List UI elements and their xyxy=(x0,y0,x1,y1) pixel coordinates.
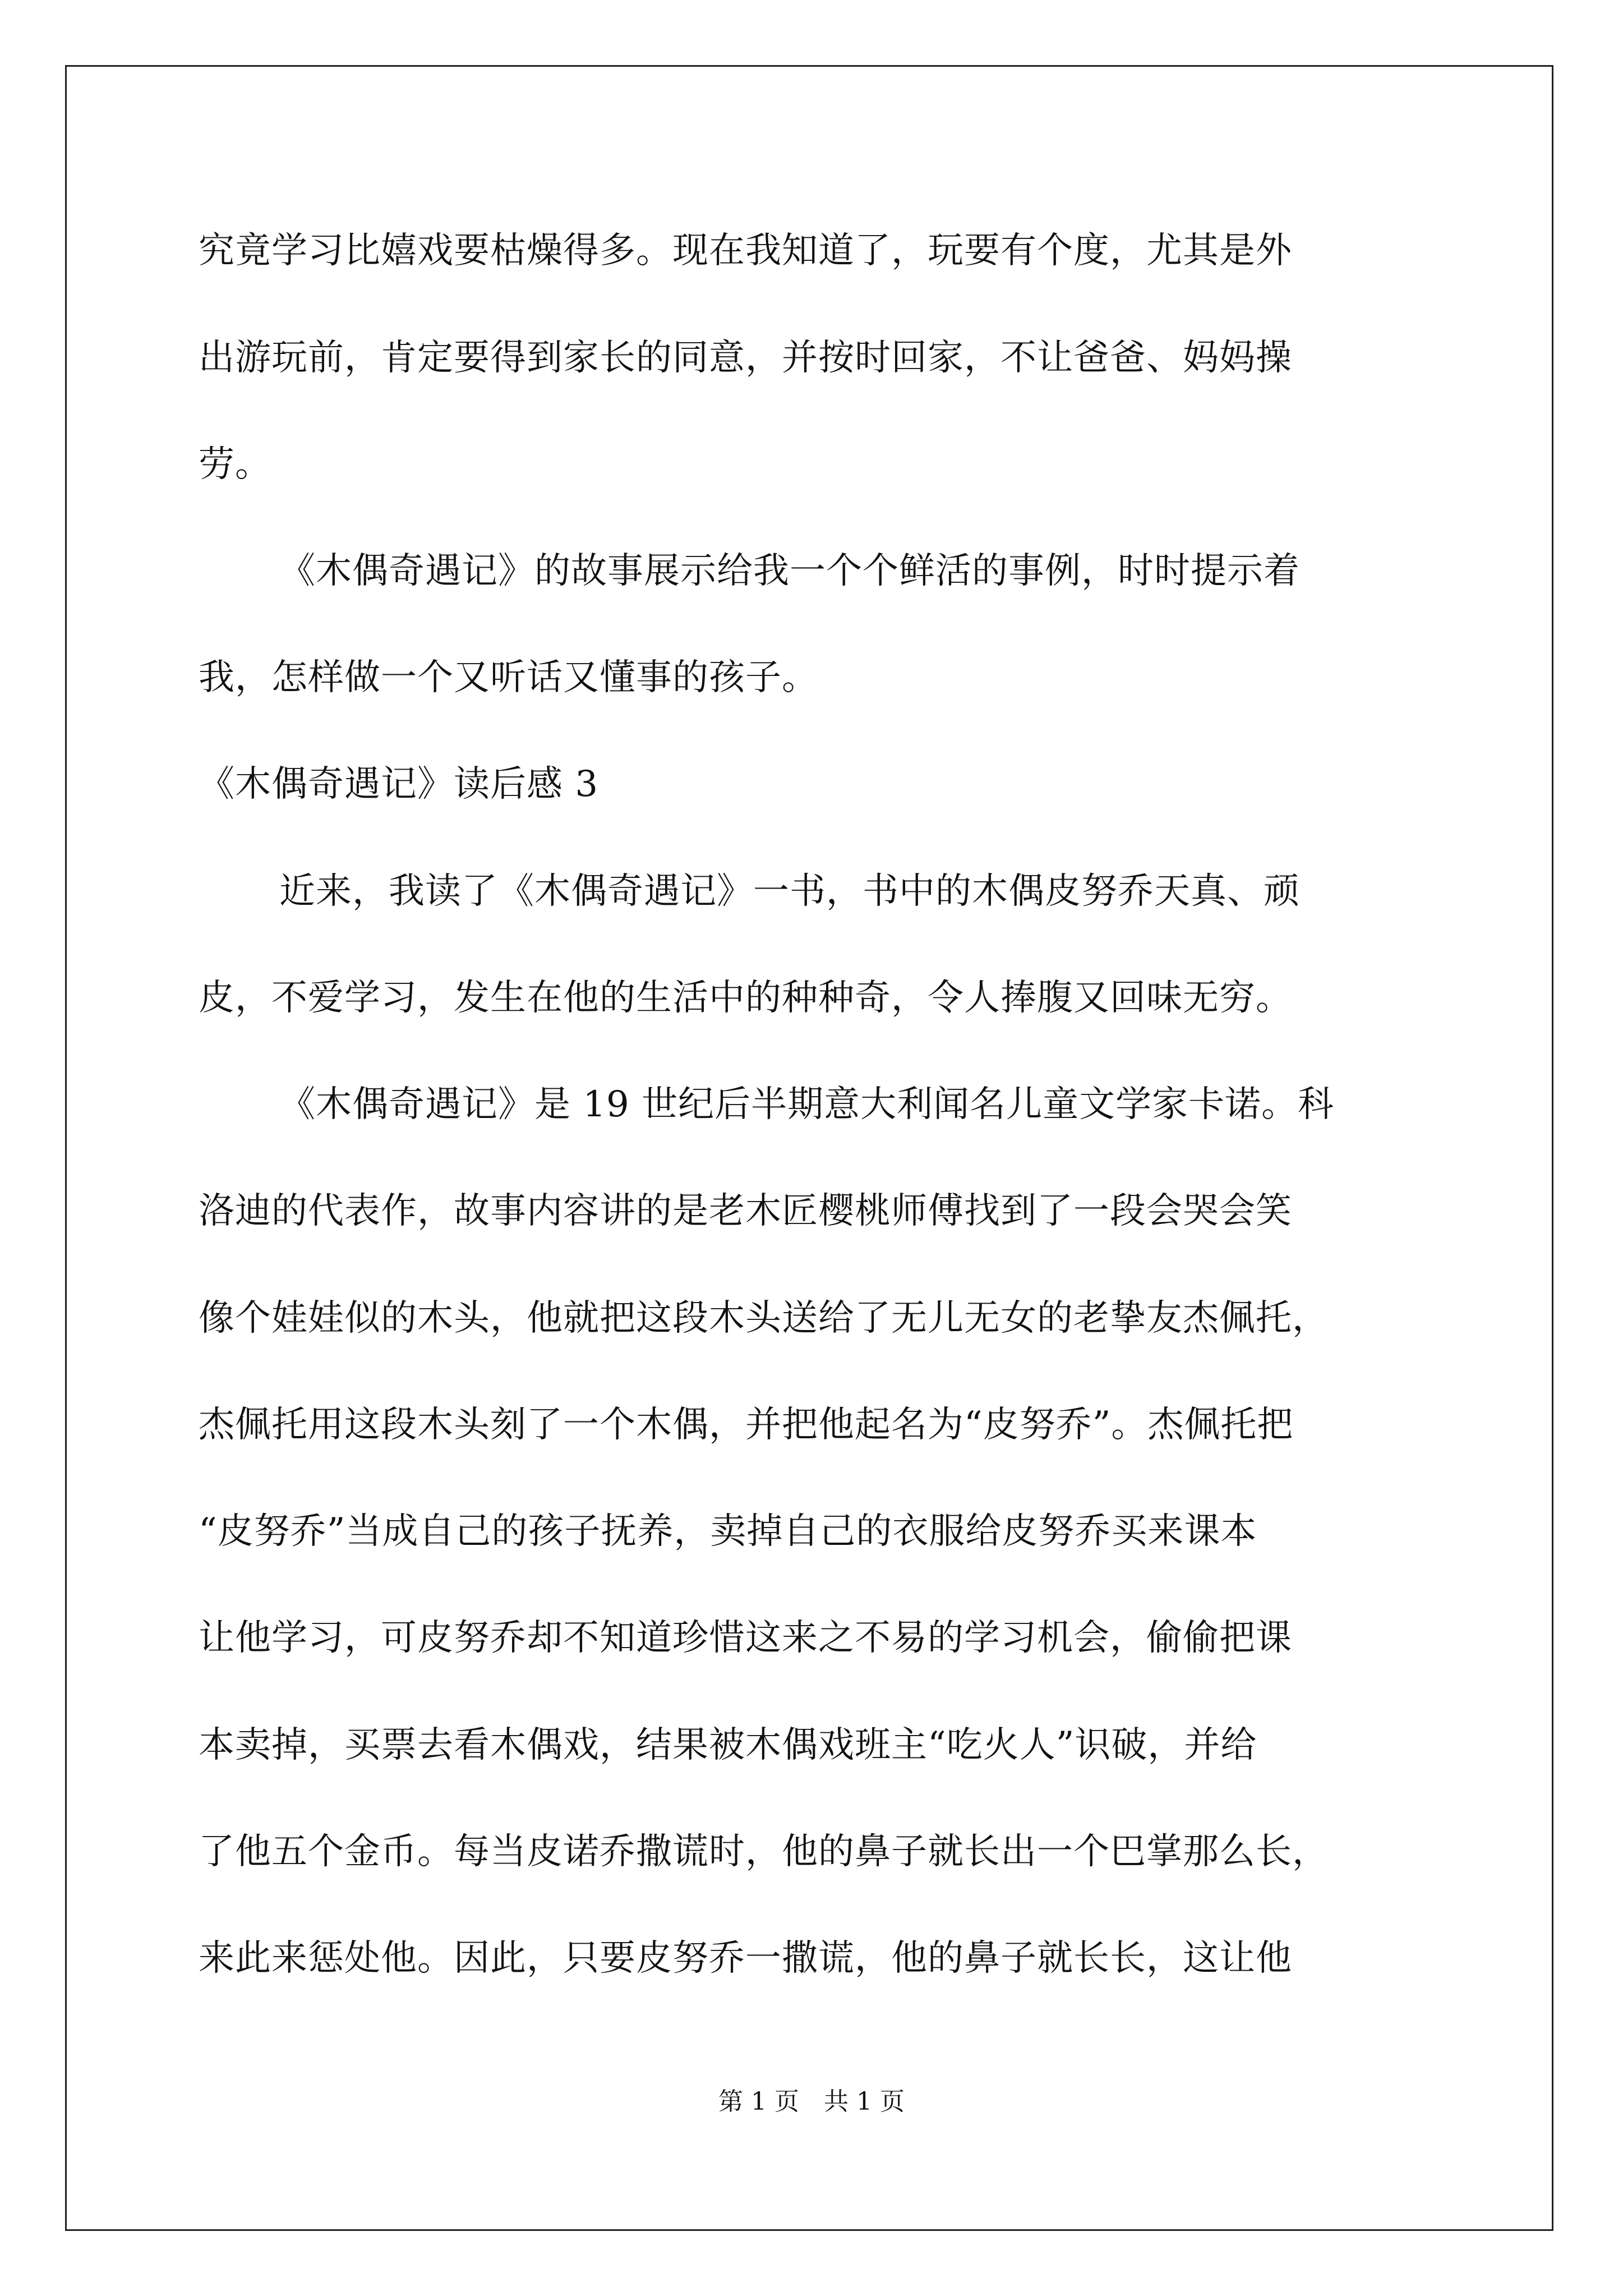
text-line-16: 了他五个金币。每当皮诺乔撒谎时，他的鼻子就长出一个巴掌那么长， xyxy=(199,1831,1329,1872)
text-line-15: 本卖掉，买票去看木偶戏，结果被木偶戏班主“吃火人”识破，并给 xyxy=(199,1724,1257,1766)
text-line-7: 近来，我读了《木偶奇遇记》一书，书中的木偶皮努乔天真、顽 xyxy=(279,871,1300,912)
text-line-9: 《木偶奇遇记》是 19 世纪后半期意大利闻名儿童文学家卡诺。科 xyxy=(279,1084,1335,1125)
text-line-8: 皮，不爱学习，发生在他的生活中的种种奇，令人捧腹又回味无穷。 xyxy=(199,977,1292,1019)
page-footer: 第 1 页 共 1 页 xyxy=(718,2087,905,2116)
text-line-11: 像个娃娃似的木头，他就把这段木头送给了无儿无女的老挚友杰佩托， xyxy=(199,1297,1329,1339)
text-line-17: 来此来惩处他。因此，只要皮努乔一撒谎，他的鼻子就长长，这让他 xyxy=(199,1938,1292,1979)
text-line-4: 《木偶奇遇记》的故事展示给我一个个鲜活的事例，时时提示着 xyxy=(279,550,1300,592)
text-line-1: 究竟学习比嬉戏要枯燥得多。现在我知道了，玩要有个度，尤其是外 xyxy=(199,230,1292,272)
section-heading: 《木偶奇遇记》读后感 3 xyxy=(199,763,599,805)
text-line-12: 杰佩托用这段木头刻了一个木偶，并把他起名为“皮努乔”。杰佩托把 xyxy=(199,1404,1294,1446)
text-line-10: 洛迪的代表作，故事内容讲的是老木匠樱桃师傅找到了一段会哭会笑 xyxy=(199,1190,1292,1232)
text-line-3: 劳。 xyxy=(199,444,271,485)
text-line-13: “皮努乔”当成自己的孩子抚养，卖掉自己的衣服给皮努乔买来课本 xyxy=(199,1511,1257,1552)
text-line-5: 我，怎样做一个又听话又懂事的孩子。 xyxy=(199,657,818,698)
text-line-2: 出游玩前，肯定要得到家长的同意，并按时回家，不让爸爸、妈妈操 xyxy=(199,337,1292,379)
text-line-14: 让他学习，可皮努乔却不知道珍惜这来之不易的学习机会，偷偷把课 xyxy=(199,1617,1292,1659)
page-border xyxy=(65,65,1553,2231)
